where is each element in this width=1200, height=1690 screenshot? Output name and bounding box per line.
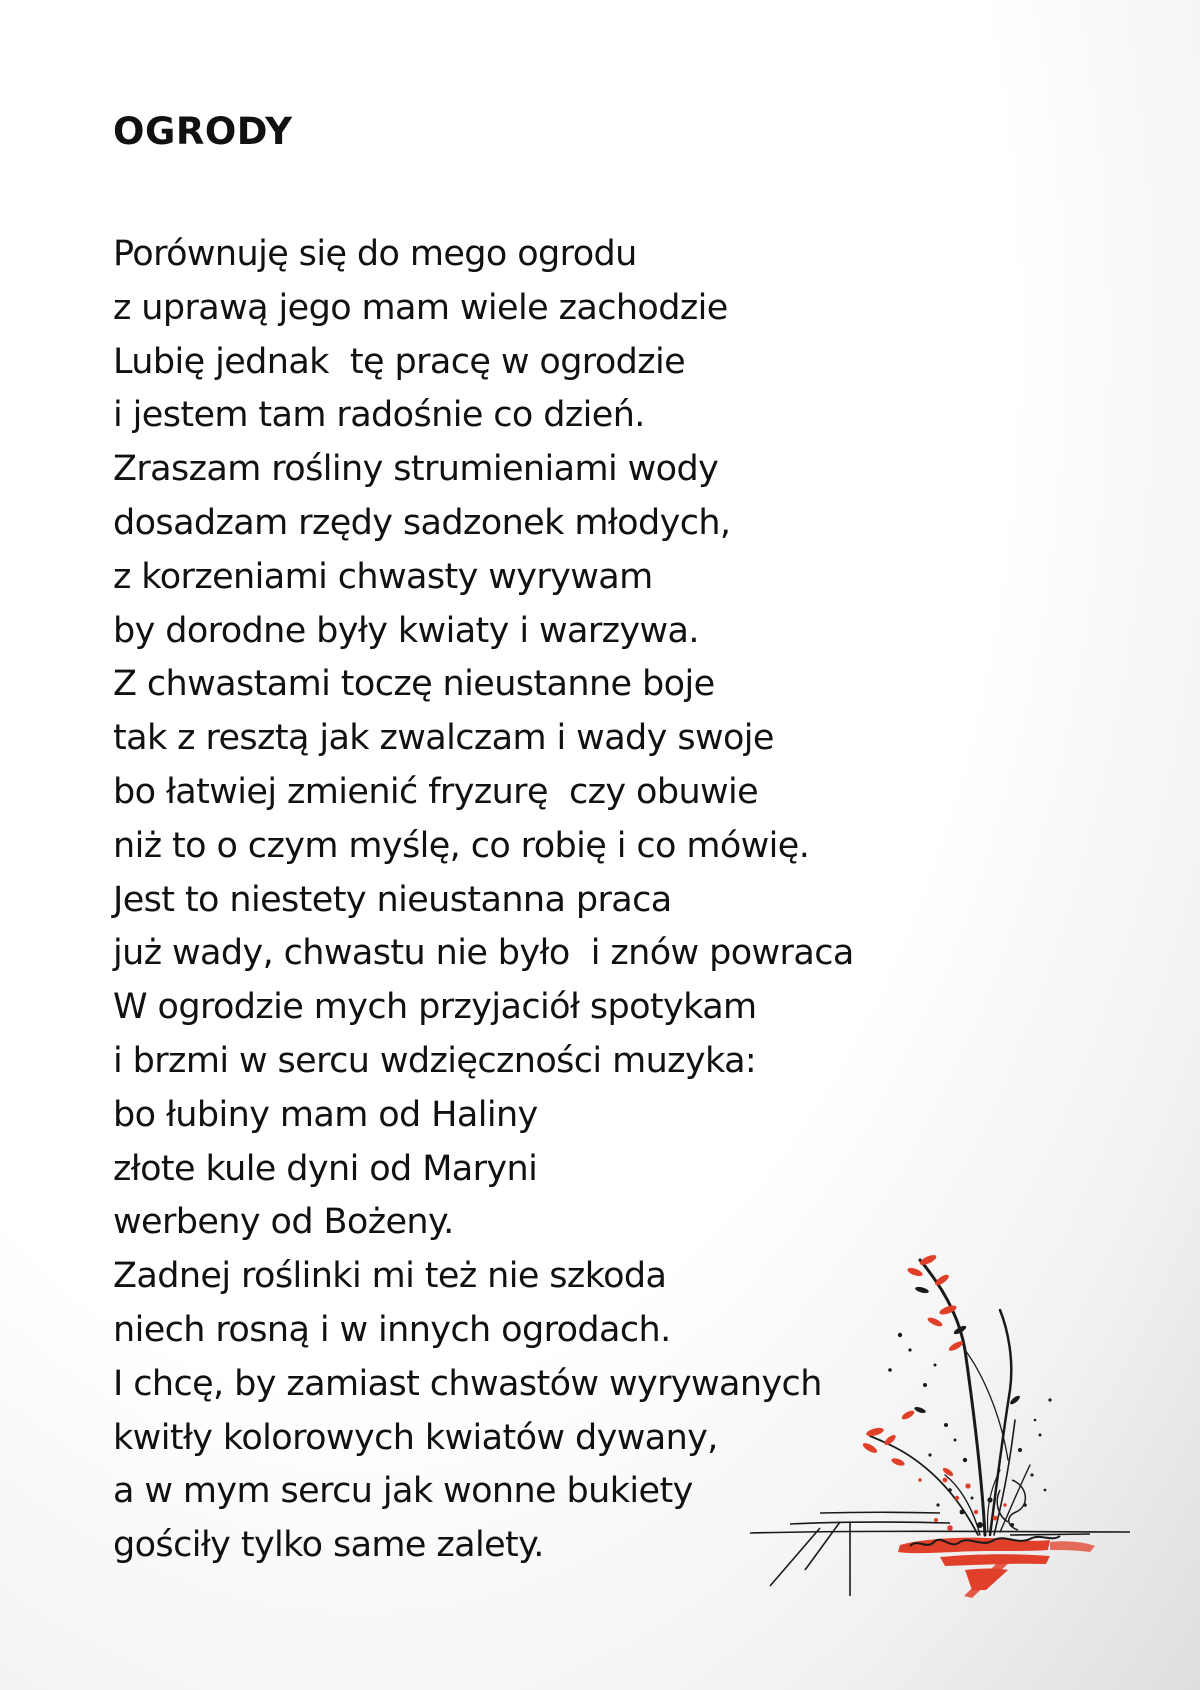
poem-line: werbeny od Bożeny.	[113, 1202, 454, 1243]
poem-line: niż to o czym myślę, co robię i co mówię.	[113, 825, 810, 866]
poem-line: Z chwastami toczę nieustanne boje	[113, 664, 715, 705]
poem-line: dosadzam rzędy sadzonek młodych,	[113, 502, 731, 543]
red-ground-strokes	[898, 1538, 1095, 1598]
poem-line: i jestem tam radośnie co dzień.	[113, 395, 645, 436]
dark-leaves	[914, 1286, 1022, 1415]
poem-line: z korzeniami chwasty wyrywam	[113, 556, 653, 597]
poem-line: Zraszam rośliny strumieniami wody	[113, 449, 719, 490]
poem-title: OGRODY	[113, 110, 293, 153]
poem-line: Porównuję się do mego ogrodu	[113, 234, 637, 274]
red-leaves	[861, 1253, 964, 1478]
poem-line: i brzmi w sercu wdzięczności muzyka:	[113, 1040, 757, 1081]
scatter-dots	[888, 1333, 1051, 1531]
poem-line: Jest to niestety nieustanna praca	[113, 879, 672, 920]
poem-line: Lubię jednak tę pracę w ogrodzie	[113, 341, 686, 382]
plant-stems	[870, 1260, 1030, 1535]
poem-line: by dorodne były kwiaty i warzywa.	[113, 610, 699, 651]
poem-line: bo łatwiej zmienić fryzurę czy obuwie	[113, 771, 759, 812]
poem-line: W ogrodzie mych przyjaciół spotykam	[113, 987, 757, 1028]
poem-line: a w mym sercu jak wonne bukiety	[113, 1471, 693, 1512]
poem-line: bo łubiny mam od Haliny	[113, 1094, 538, 1135]
poem-line: już wady, chwastu nie było i znów powraca	[113, 933, 854, 974]
ground-lines	[750, 1512, 1130, 1596]
garden-plant-illustration-icon	[750, 1250, 1140, 1620]
poem-line: niech rosną i w innych ogrodach.	[113, 1309, 671, 1350]
poem-line: Zadnej roślinki mi też nie szkoda	[113, 1256, 667, 1297]
poem-line: tak z resztą jak zwalczam i wady swoje	[113, 718, 774, 759]
poem-line: złote kule dyni od Maryni	[113, 1148, 538, 1189]
poem-line: kwitły kolorowych kwiatów dywany,	[113, 1417, 718, 1458]
poem-line: gościły tylko same zalety.	[113, 1525, 544, 1566]
poem-line: z uprawą jego mam wiele zachodzie	[113, 287, 728, 328]
poem-body	[113, 228, 854, 1573]
poem-line: I chcę, by zamiast chwastów wyrywanych	[113, 1363, 822, 1404]
